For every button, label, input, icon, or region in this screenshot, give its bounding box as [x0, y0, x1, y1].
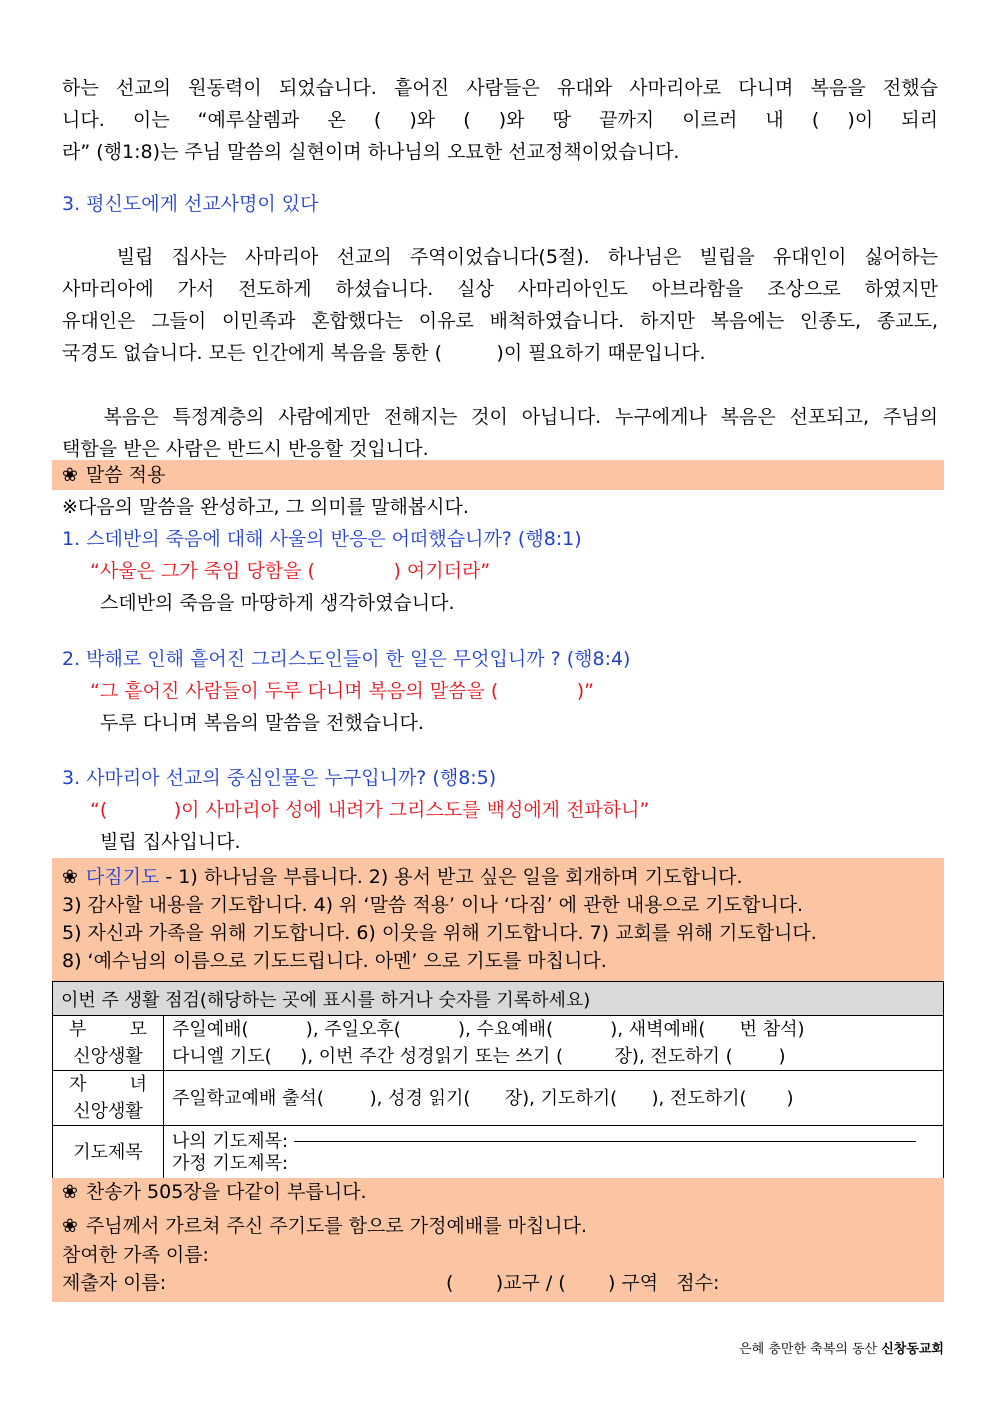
parent-label-char-1: 부: [69, 1019, 87, 1040]
section-para-2-line-2: 택함을 받은 사람은 반드시 반응할 것입니다.: [62, 438, 429, 460]
my-prayer-field[interactable]: [172, 1131, 935, 1153]
intro-line-3: 라” (행1:8)는 주님 말씀의 실현이며 하나님의 오묘한 선교정책이었습니다.: [62, 141, 680, 163]
section-para-1-line-2: 사마리아에 가서 전도하게 하셨습니다. 실상 사마리아인도 아브라함을 조상으로 하였지만: [62, 278, 938, 300]
submitter-field[interactable]: 제출자 이름:: [62, 1272, 167, 1294]
flower-icon: ❀: [62, 1215, 78, 1237]
hymn-line: [62, 1177, 367, 1207]
child-fields[interactable]: [164, 1071, 944, 1126]
prayer-line-2: 3) 감사할 내용을 기도합니다. 4) 위 ‘말씀 적용’ 이나 ‘다짐’ 에 관한 내용으로 기도합니다.: [62, 894, 804, 916]
child-label: [53, 1071, 164, 1126]
flower-icon: ❀: [62, 866, 78, 888]
question-1-answer: 스데반의 죽음을 마땅하게 생각하였습니다.: [100, 592, 455, 614]
application-band: [52, 460, 944, 490]
parent-row: [53, 1016, 944, 1071]
prayer-line-4: 8) ‘예수님의 이름으로 기도드립니다. 아멘’ 으로 기도를 마칩니다.: [62, 950, 607, 972]
application-instruction: ※다음의 말씀을 완성하고, 그 의미를 말해봅시다.: [62, 496, 469, 518]
prayer-topic-row: [53, 1126, 944, 1180]
section-para-1-line-4: 국경도 없습니다. 모든 인간에게 복음을 통한 ( )이 필요하기 때문입니다.: [62, 342, 706, 364]
checklist-header-row: [53, 982, 944, 1016]
prayer-topic-label: 기도제목: [53, 1126, 164, 1180]
prayer-topic-fields[interactable]: [164, 1126, 944, 1180]
footer-slogan: 은혜 충만한 축복의 동산: [739, 1342, 882, 1357]
weekly-checklist: [52, 981, 944, 1180]
intro-line-2: 니다. 이는 “예루살렘과 온 ( )와 ( )와 땅 끝까지 이르러 내 ( )이 되리: [62, 109, 938, 131]
parent-line-1[interactable]: 주일예배( ), 주일오후( ), 수요예배( ), 새벽예배( 번 참석): [172, 1019, 805, 1040]
family-prayer-field[interactable]: [172, 1153, 935, 1175]
parent-label-char-2: 모: [129, 1019, 147, 1040]
parent-label: [53, 1016, 164, 1071]
intro-line-1: 하는 선교의 원동력이 되었습니다. 흩어진 사람들은 유대와 사마리아로 다니며 복음을 전했습: [62, 77, 938, 99]
section-para-2-line-1: 복음은 특정계층의 사람에게만 전해지는 것이 아닙니다. 누구에게나 복음은 선포되고, 주님의: [62, 406, 938, 428]
child-label-char-1: 자: [69, 1074, 87, 1095]
my-prayer-label: 나의 기도제목:: [172, 1130, 289, 1152]
prayer-line-3: 5) 자신과 가족을 위해 기도합니다. 6) 이웃을 위해 기도합니다. 7) 교회를 위해 기도합니다.: [62, 922, 817, 944]
question-1: 1. 스데반의 죽음에 대해 사울의 반응은 어떠했습니까? (행8:1): [62, 528, 582, 550]
application-title-text: 말씀 적용: [85, 464, 166, 486]
child-label-char-2: 녀: [129, 1074, 147, 1095]
application-title: [62, 460, 165, 490]
footer: [739, 1338, 944, 1357]
district-field[interactable]: ( )교구 / ( ) 구역 점수:: [446, 1272, 720, 1294]
question-1-verse: “사울은 그가 죽임 당함을 ( ) 여기더라”: [90, 560, 491, 582]
family-prayer-label: 가정 기도제목:: [172, 1152, 289, 1174]
question-2-verse: “그 흩어진 사람들이 두루 다니며 복음의 말씀을 ( )”: [90, 680, 595, 702]
flower-icon: ❀: [62, 1181, 78, 1203]
question-2-answer: 두루 다니며 복음의 말씀을 전했습니다.: [100, 712, 424, 734]
section-para-1-line-3: 유대인은 그들이 이민족과 혼합했다는 이유로 배척하였습니다. 하지만 복음에는 인종도, 종교도,: [62, 310, 938, 332]
section-heading: 3. 평신도에게 선교사명이 있다: [62, 193, 319, 215]
section-para-1-line-1: 빌립 집사는 사마리아 선교의 주역이었습니다(5절). 하나님은 빌립을 유대인이 싫어하는: [62, 246, 938, 268]
question-3: 3. 사마리아 선교의 중심인물은 누구입니까? (행8:5): [62, 767, 497, 789]
question-3-verse: “( )이 사마리아 성에 내려가 그리스도를 백성에게 전파하니”: [90, 799, 650, 821]
parent-line-2[interactable]: 다니엘 기도( ), 이번 주간 성경읽기 또는 쓰기 ( 장), 전도하기 ( ): [172, 1046, 786, 1067]
lords-prayer-line: [62, 1211, 587, 1241]
prayer-title: 다짐기도: [85, 866, 160, 888]
prayer-line-1-text: - 1) 하나님을 부릅니다. 2) 용서 받고 싶은 일을 회개하며 기도합니다.: [159, 866, 743, 888]
hymn-text: 찬송가 505장을 다같이 부릅니다.: [85, 1181, 367, 1203]
child-label-text: 신앙생활: [73, 1101, 143, 1122]
child-line[interactable]: 주일학교예배 출석( ), 성경 읽기( 장), 기도하기( ), 전도하기( ): [172, 1087, 794, 1109]
child-row: [53, 1071, 944, 1126]
question-2: 2. 박해로 인해 흩어진 그리스도인들이 한 일은 무엇입니까 ? (행8:4): [62, 648, 631, 670]
lords-prayer-text: 주님께서 가르쳐 주신 주기도를 함으로 가정예배를 마칩니다.: [85, 1215, 588, 1237]
checklist-header: 이번 주 생활 점검(해당하는 곳에 표시를 하거나 숫자를 기록하세요): [53, 982, 944, 1016]
prayer-line-1: [62, 862, 743, 892]
question-3-answer: 빌립 집사입니다.: [100, 831, 241, 853]
family-names-field[interactable]: 참여한 가족 이름:: [62, 1244, 209, 1266]
church-name: 신창동교회: [881, 1342, 944, 1357]
my-prayer-line[interactable]: [294, 1141, 916, 1142]
parent-fields[interactable]: [164, 1016, 944, 1071]
flower-icon: ❀: [62, 464, 78, 486]
parent-label-text: 신앙생활: [73, 1046, 143, 1067]
